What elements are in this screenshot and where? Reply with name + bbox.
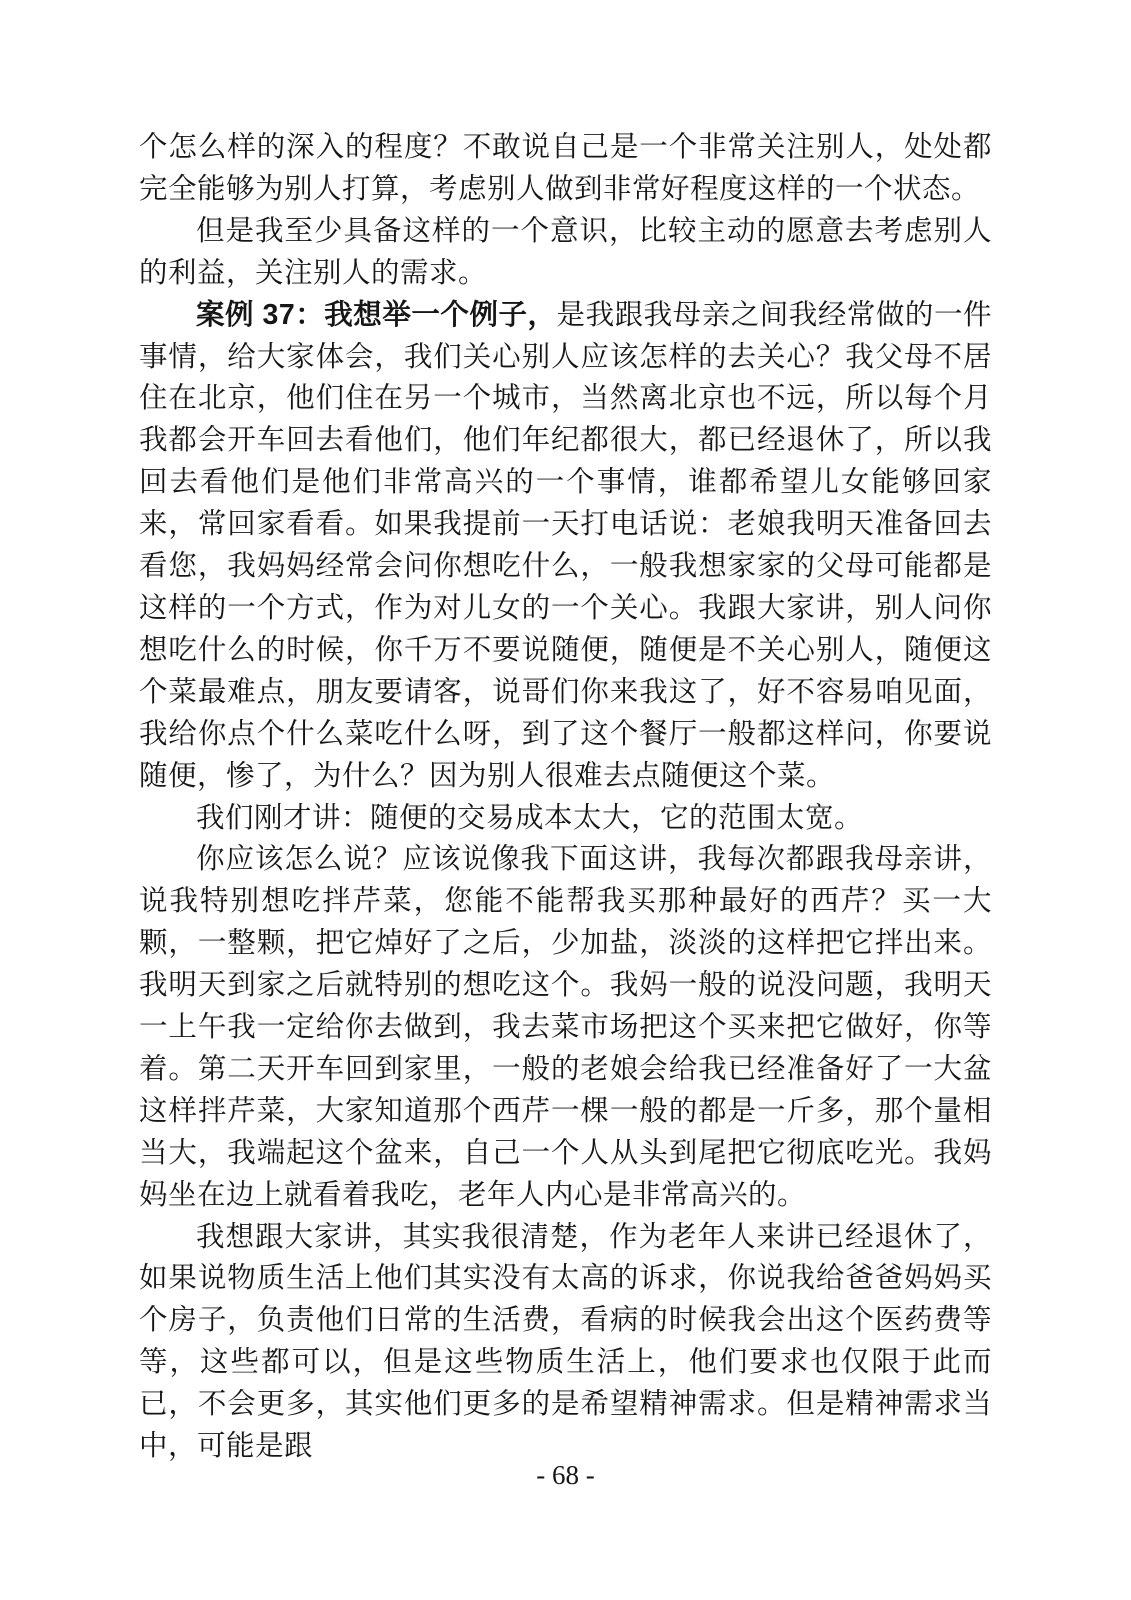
- page-number: - 68 -: [536, 1460, 595, 1490]
- paragraph: 但是我至少具备这样的一个意识，比较主动的愿意去考虑别人的利益，关注别人的需求。: [139, 215, 992, 289]
- paragraph: 我想跟大家讲，其实我很清楚，作为老年人来讲已经退休了，如果说物质生活上他们其实没有太高的诉求，你说我给爸爸妈妈买个房子，负责他们日常的生活费，看病的时候我会出这个医药费等等，这些都可以，但是这些物质生活上，他们要求也仅限于此而已，不会更多，其实他们更多的是希望精神需求。但是精神需求当中，可能是跟: [139, 1221, 992, 1463]
- paragraph: 你应该怎么说？应该说像我下面这讲，我每次都跟我母亲讲，说我特别想吃拌芹菜，您能不能帮我买那种最好的西芹？买一大颗，一整颗，把它焯好了之后，少加盐，淡淡的这样把它拌出来。我明天到家之后就特别的想吃这个。我妈一般的说没问题，我明天一上午我一定给你去做到，我去菜市场把这个买来把它做好，你等着。第二天开车回到家里，一般的老娘会给我已经准备好了一大盆这样拌芹菜，大家知道那个西芹一棵一般的都是一斤多，那个量相当大，我端起这个盆来，自己一个人从头到尾把它彻底吃光。我妈妈坐在边上就看着我吃，老年人内心是非常高兴的。: [139, 844, 992, 1211]
- case-37-label: 案例 37：我想举一个例子，: [196, 298, 557, 331]
- paragraph: 我们刚才讲：随便的交易成本太大，它的范围太宽。: [196, 802, 864, 834]
- case-37-text: 是我跟我母亲之间我经常做的一件事情，给大家体会，我们关心别人应该怎样的去关心？我父母不居住在北京，他们住在另一个城市，当然离北京也不远，所以每个月我都会开车回去看他们，他们年纪都很大，都已经退休了，所以我回去看他们是他们非常高兴的一个事情，谁都希望儿女能够回家来，常回家看看。如果我提前一天打电话说：老娘我明天准备回去看您，我妈妈经常会问你想吃什么，一般我想家家的父母可能都是这样的一个方式，作为对儿女的一个关心。我跟大家讲，别人问你想吃什么的时候，你千万不要说随便，随便是不关心别人，随便这个菜最难点，朋友要请客，说哥们你来我这了，好不容易咱见面，我给你点个什么菜吃什么呀，到了这个餐厅一般都这样问，你要说随便，惨了，为什么？因为别人很难去点随便这个菜。: [139, 299, 992, 792]
- body-text: [139, 127, 992, 1468]
- page-footer: [0, 1458, 1131, 1492]
- paragraph-continuation: 个怎么样的深入的程度？不敢说自己是一个非常关注别人，处处都完全能够为别人打算，考虑别人做到非常好程度这样的一个状态。: [139, 132, 992, 205]
- paragraph-case-37: [139, 295, 992, 798]
